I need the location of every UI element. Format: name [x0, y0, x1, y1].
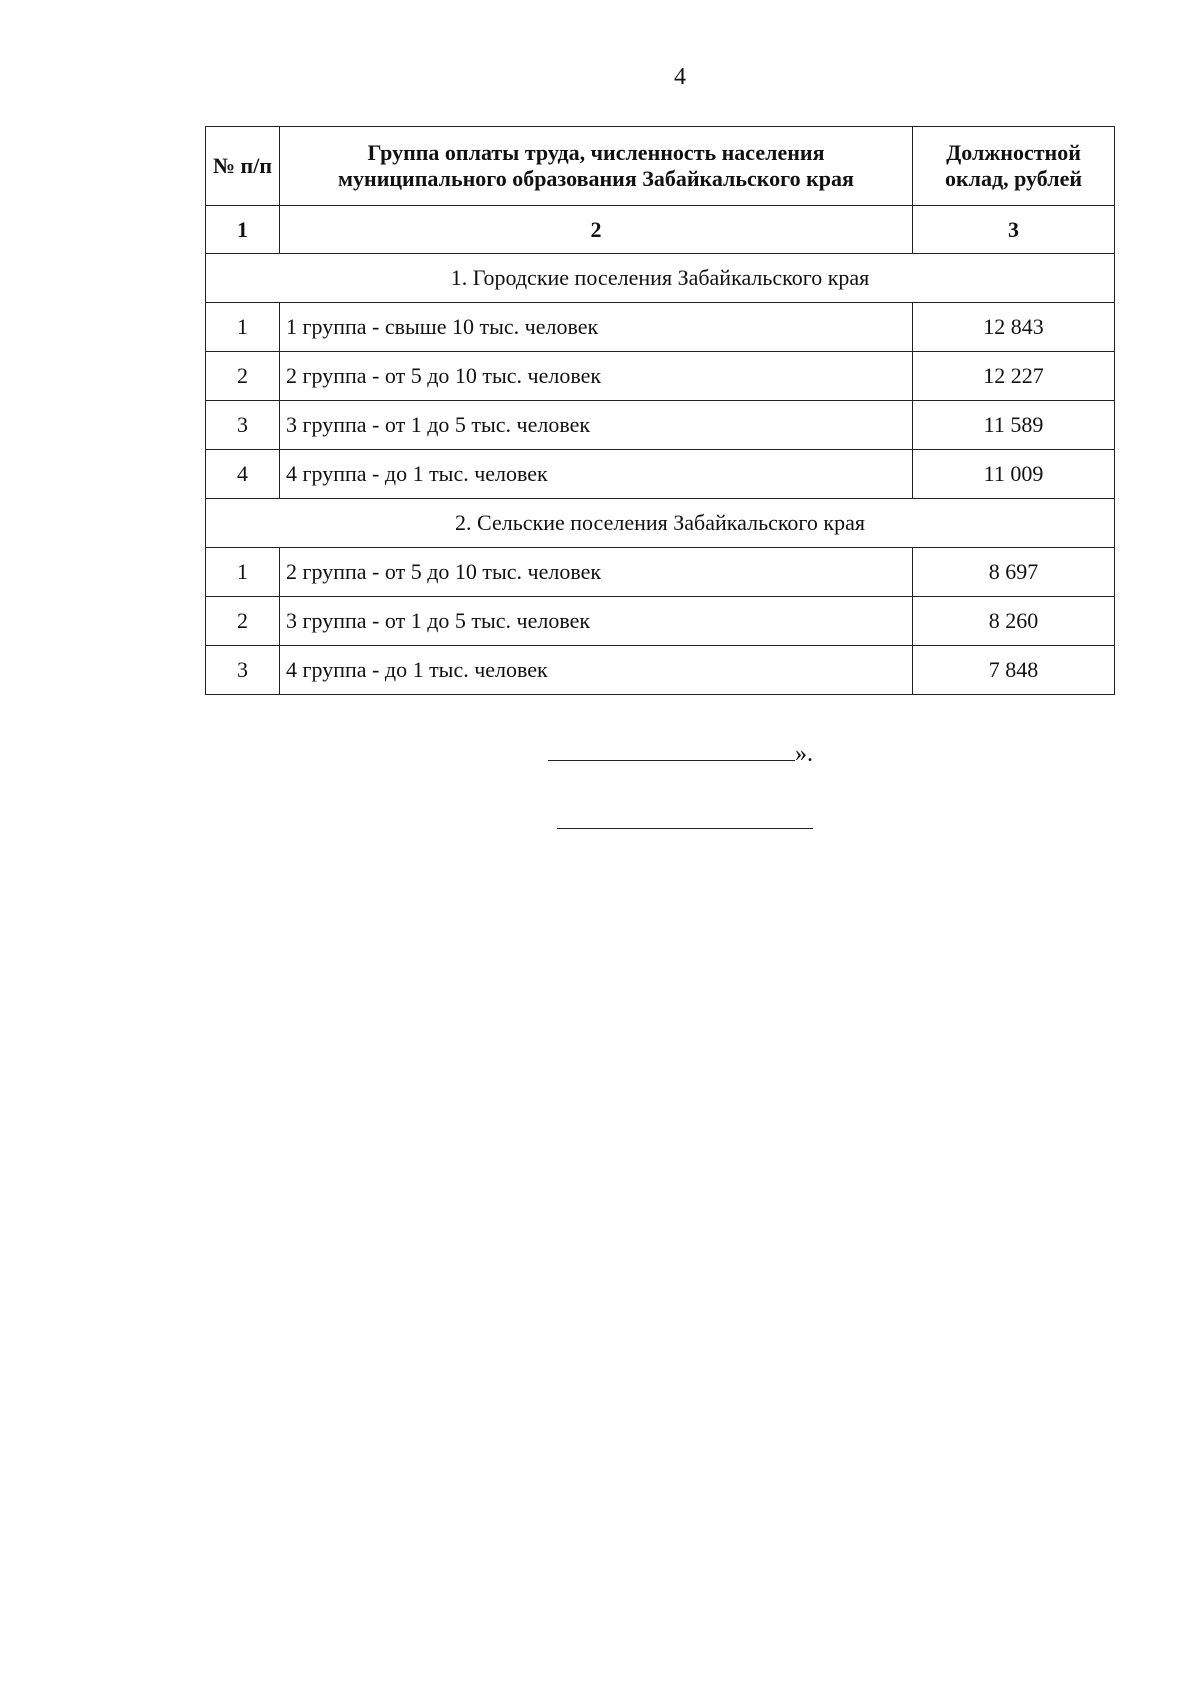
table-row — [206, 352, 1115, 401]
row-group: 4 группа - до 1 тыс. человек — [280, 646, 913, 695]
salary-table — [205, 126, 1115, 695]
row-salary: 8 260 — [913, 597, 1115, 646]
closing-mark — [548, 740, 813, 768]
table-row — [206, 450, 1115, 499]
row-number: 3 — [206, 646, 280, 695]
row-number: 1 — [206, 303, 280, 352]
row-salary: 11 589 — [913, 401, 1115, 450]
closing-quote: ». — [795, 741, 813, 767]
table-row — [206, 597, 1115, 646]
row-group: 2 группа - от 5 до 10 тыс. человек — [280, 548, 913, 597]
table-row — [206, 303, 1115, 352]
end-rule — [557, 828, 813, 829]
table-row — [206, 646, 1115, 695]
row-salary: 12 843 — [913, 303, 1115, 352]
header-salary: Должностной оклад, рублей — [913, 127, 1115, 206]
row-number: 3 — [206, 401, 280, 450]
table-row — [206, 548, 1115, 597]
row-salary: 7 848 — [913, 646, 1115, 695]
column-number: 2 — [280, 206, 913, 254]
page-number: 4 — [674, 64, 686, 90]
column-number: 1 — [206, 206, 280, 254]
row-number: 2 — [206, 597, 280, 646]
row-number: 1 — [206, 548, 280, 597]
section-row — [206, 499, 1115, 548]
row-number: 4 — [206, 450, 280, 499]
row-group: 4 группа - до 1 тыс. человек — [280, 450, 913, 499]
header-group: Группа оплаты труда, численность населения муниципального образования Забайкальского края — [280, 127, 913, 206]
section-title: 1. Городские поселения Забайкальского края — [206, 254, 1115, 303]
row-group: 3 группа - от 1 до 5 тыс. человек — [280, 401, 913, 450]
row-group: 1 группа - свыше 10 тыс. человек — [280, 303, 913, 352]
row-number: 2 — [206, 352, 280, 401]
section-title: 2. Сельские поселения Забайкальского края — [206, 499, 1115, 548]
closing-underline — [548, 740, 795, 761]
table-header-row — [206, 127, 1115, 206]
column-number-row — [206, 206, 1115, 254]
row-salary: 12 227 — [913, 352, 1115, 401]
row-group: 3 группа - от 1 до 5 тыс. человек — [280, 597, 913, 646]
row-group: 2 группа - от 5 до 10 тыс. человек — [280, 352, 913, 401]
column-number: 3 — [913, 206, 1115, 254]
row-salary: 11 009 — [913, 450, 1115, 499]
header-number: № п/п — [206, 127, 280, 206]
section-row — [206, 254, 1115, 303]
table-row — [206, 401, 1115, 450]
row-salary: 8 697 — [913, 548, 1115, 597]
